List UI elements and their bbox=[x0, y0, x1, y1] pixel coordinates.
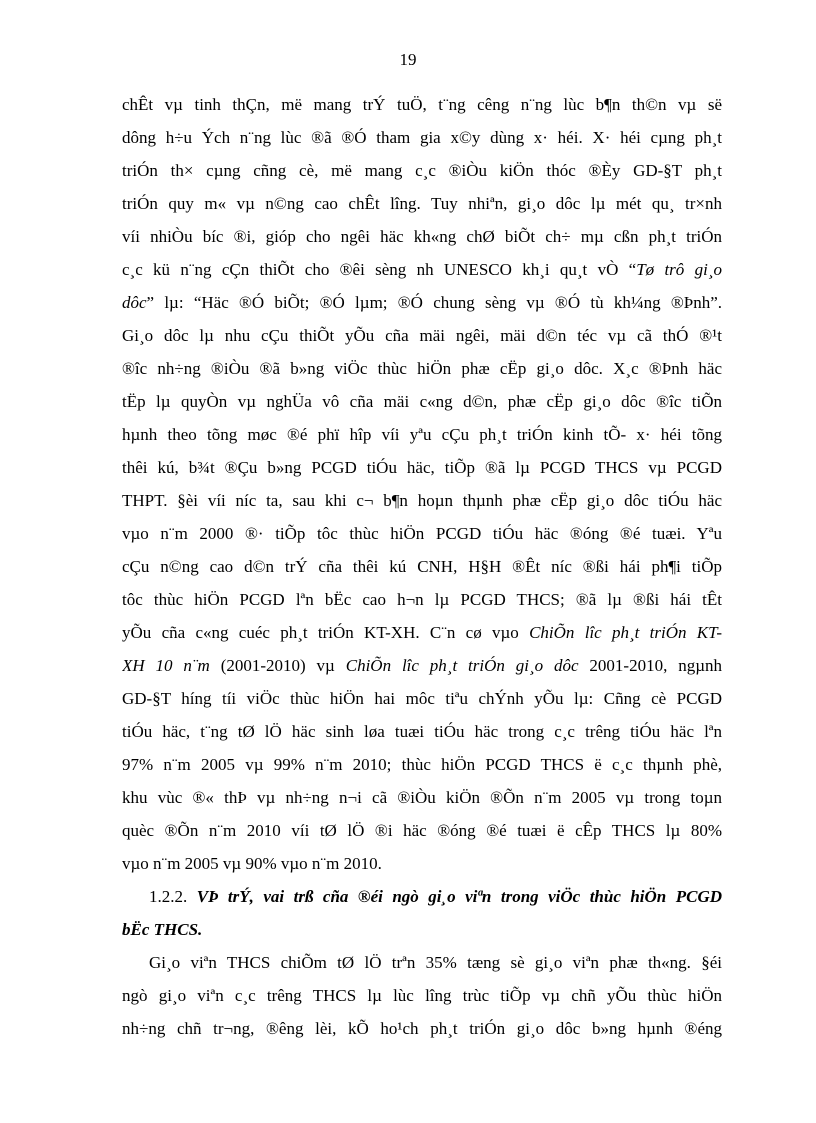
text-line bbox=[122, 227, 722, 260]
text-segment: ngò gi¸o viªn c¸c trêng THCS lµ lùc lîng trùc tiÕp vµ chñ yÕu thùc hiÖn bbox=[122, 986, 722, 1005]
text-segment: triÓn quy m« vµ n©ng cao chÊt lîng. Tuy nhiªn, gi¸o dôc lµ mét qu¸ tr×nh bbox=[122, 194, 722, 213]
text-segment: tËp lµ quyÒn vµ nghÜa vô cña mäi c«ng d©n, phæ cËp gi¸o dôc ®îc tiÕn bbox=[122, 392, 722, 411]
text-segment: ®îc nh÷ng ®iÒu ®ã b»ng viÖc thùc hiÖn phæ cËp gi¸o dôc. X¸c ®Þnh häc bbox=[122, 359, 722, 378]
text-line bbox=[122, 359, 722, 392]
text-line bbox=[122, 821, 722, 854]
text-line bbox=[122, 953, 722, 986]
text-segment: cÇu n©ng cao d©n trÝ cña thêi kú CNH, H§H ®Êt níc ®ßi hái ph¶i tiÕp bbox=[122, 557, 722, 576]
text-line bbox=[122, 590, 722, 623]
text-segment: chÊt vµ tinh thÇn, më mang trÝ tuÖ, t¨ng cêng n¨ng lùc b¶n th©n vµ së bbox=[122, 95, 722, 114]
text-line bbox=[122, 458, 722, 491]
text-segment: thêi kú, b¾t ®Çu b»ng PCGD tiÓu häc, tiÕp ®ã lµ PCGD THCS vµ PCGD bbox=[122, 458, 722, 477]
text-line bbox=[122, 623, 722, 656]
text-segment: vµo n¨m 2000 ®· tiÕp tôc thùc hiÖn PCGD tiÓu häc ®óng ®é tuæi. Yªu bbox=[122, 524, 722, 543]
text-segment: Gi¸o viªn THCS chiÕm tØ lÖ trªn 35% tæng sè gi¸o viªn phæ th«ng. §éi bbox=[149, 953, 722, 972]
text-segment: nh÷ng chñ tr¬ng, ®êng lèi, kÕ ho¹ch ph¸t triÓn gi¸o dôc b»ng hµnh ®éng bbox=[122, 1019, 722, 1038]
text-line bbox=[122, 524, 722, 557]
text-segment: 97% n¨m 2005 vµ 99% n¨m 2010; thùc hiÖn PCGD THCS ë c¸c thµnh phè, bbox=[122, 755, 722, 774]
text-segment: bËc THCS. bbox=[122, 920, 203, 939]
text-line bbox=[122, 920, 722, 953]
text-segment: víi nhiÒu bíc ®i, gióp cho ngêi häc kh«ng chØ biÕt ch÷ mµ cßn ph¸t triÓn bbox=[122, 227, 722, 246]
text-segment: (2001-2010) vµ bbox=[209, 656, 346, 675]
text-line bbox=[122, 392, 722, 425]
text-segment: c¸c kü n¨ng cÇn thiÕt cho ®êi sèng nh UNESCO kh¸i qu¸t vÒ “ bbox=[122, 260, 637, 279]
text-line bbox=[122, 161, 722, 194]
text-segment: Tø trô gi¸o bbox=[636, 260, 722, 279]
text-line bbox=[122, 722, 722, 755]
text-segment: triÓn th× cµng cñng cè, më mang c¸c ®iÒu kiÖn thóc ®Èy GD-§T ph¸t bbox=[122, 161, 722, 180]
text-line bbox=[122, 1019, 722, 1052]
text-segment: tiÓu häc, t¨ng tØ lÖ häc sinh løa tuæi tiÓu häc trong c¸c trêng tiÓu häc lªn bbox=[122, 722, 722, 741]
text-line bbox=[122, 260, 722, 293]
text-segment: THPT. §èi víi níc ta, sau khi c¬ b¶n hoµn thµnh phæ cËp gi¸o dôc tiÓu häc bbox=[122, 491, 722, 510]
text-segment: GD-§T híng tíi viÖc thùc hiÖn hai môc tiªu chÝnh yÕu lµ: Cñng cè PCGD bbox=[122, 689, 722, 708]
text-segment: khu vùc ®« thÞ vµ nh÷ng n¬i cã ®iÒu kiÖn ®Õn n¨m 2005 vµ trong toµn bbox=[122, 788, 722, 807]
text-segment: dông h÷u Ých n¨ng lùc ®ã ®Ó tham gia x©y dùng x· héi. X· héi cµng ph¸t bbox=[122, 128, 722, 147]
text-segment: ChiÕn lîc ph¸t triÓn gi¸o dôc bbox=[345, 656, 579, 675]
text-segment: 2001-2010, ngµnh bbox=[578, 656, 722, 675]
text-line bbox=[122, 491, 722, 524]
text-segment: ” lµ: “Häc ®Ó biÕt; ®Ó lµm; ®Ó chung sèng vµ ®Ó tù kh¼ng ®Þnh”. bbox=[146, 293, 722, 312]
text-segment: 1.2.2. bbox=[149, 887, 197, 906]
text-segment: quèc ®Õn n¨m 2010 víi tØ lÖ ®i häc ®óng ®é tuæi ë cÊp THCS lµ 80% bbox=[122, 821, 722, 840]
text-line bbox=[122, 326, 722, 359]
text-segment: yÕu cña c«ng cuéc ph¸t triÓn KT-XH. C¨n cø vµo bbox=[122, 623, 530, 642]
text-line bbox=[122, 557, 722, 590]
text-segment: ChiÕn lîc ph¸t triÓn KT- bbox=[529, 623, 722, 642]
text-line bbox=[122, 689, 722, 722]
page-number: 19 bbox=[399, 50, 417, 69]
text-segment: VÞ trÝ, vai trß cña ®éi ngò gi¸o viªn trong viÖc thùc hiÖn PCGD bbox=[196, 887, 722, 906]
text-line bbox=[122, 656, 722, 689]
text-line bbox=[122, 128, 722, 161]
body-text bbox=[122, 95, 722, 1052]
text-line bbox=[122, 986, 722, 1019]
text-segment: XH 10 n¨m bbox=[122, 656, 210, 675]
text-line bbox=[122, 788, 722, 821]
text-line bbox=[122, 425, 722, 458]
text-segment: vµo n¨m 2005 vµ 90% vµo n¨m 2010. bbox=[122, 854, 382, 873]
text-segment: Gi¸o dôc lµ nhu cÇu thiÕt yÕu cña mäi ngêi, mäi d©n téc vµ cã thÓ ®¹t bbox=[122, 326, 722, 345]
text-segment: tôc thùc hiÖn PCGD lªn bËc cao h¬n lµ PCGD THCS; ®ã lµ ®ßi hái tÊt bbox=[122, 590, 722, 609]
text-line bbox=[122, 854, 722, 887]
text-segment: dôc bbox=[122, 293, 147, 312]
text-line bbox=[122, 95, 722, 128]
text-segment: hµnh theo tõng møc ®é phï hîp víi yªu cÇu ph¸t triÓn kinh tÕ- x· héi tõng bbox=[122, 425, 722, 444]
text-line bbox=[122, 293, 722, 326]
text-line bbox=[122, 887, 722, 920]
text-line bbox=[122, 755, 722, 788]
text-line bbox=[122, 194, 722, 227]
